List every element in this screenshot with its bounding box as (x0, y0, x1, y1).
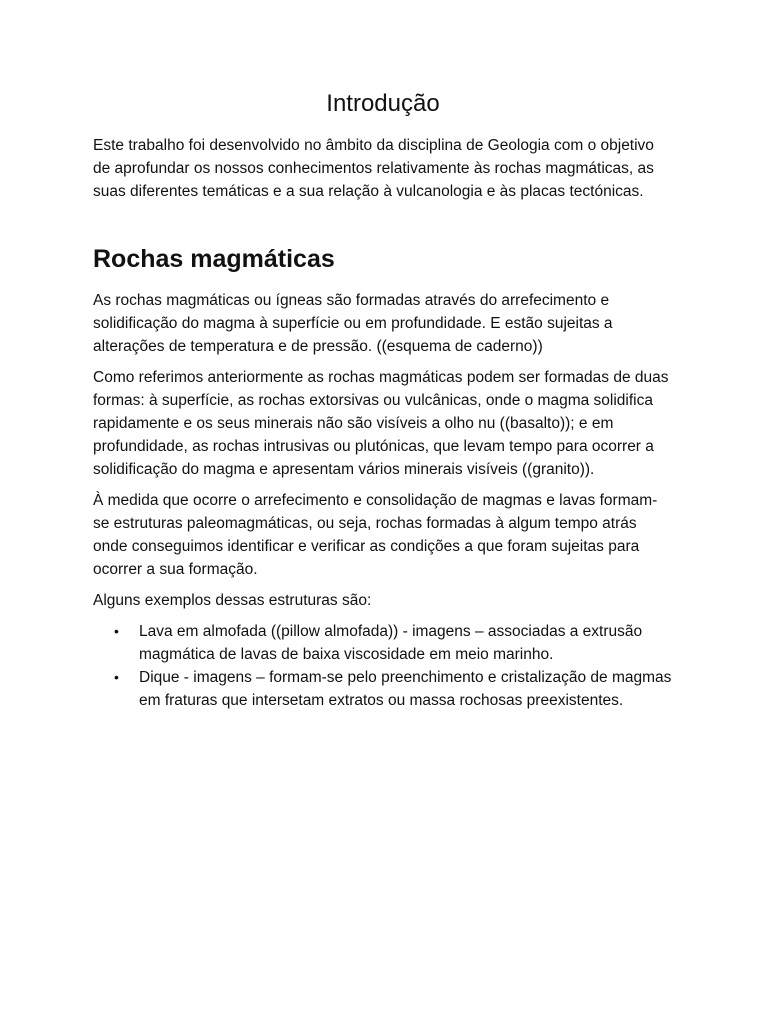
paragraph: À medida que ocorre o arrefecimento e consolidação de magmas e lavas formam-se estruturas paleomagmáticas, ou seja, rochas formadas à algum tempo atrás onde conseguimos identificar e verificar as condições a que foram sujeitas para ocorrer a sua formação. (93, 492, 658, 578)
list-item-text: Lava em almofada ((pillow almofada)) - imagens – associadas a extrusão magmática de lavas de baixa viscosidade em meio marinho. (139, 623, 643, 663)
list-item (93, 620, 673, 666)
paragraph: Alguns exemplos dessas estruturas são: (93, 592, 372, 609)
document-content (93, 88, 673, 712)
intro-paragraph: Este trabalho foi desenvolvido no âmbito da disciplina de Geologia com o objetivo de aprofundar os nossos conhecimentos relativamente às rochas magmáticas, as suas diferentes temáticas e a sua relação à vulcanologia e às placas tectónicas. (93, 137, 654, 200)
paragraph: Como referimos anteriormente as rochas magmáticas podem ser formadas de duas formas: à superfície, as rochas extorsivas ou vulcânicas, onde o magma solidifica rapidamente e os seus minerais não são visíveis a olho nu ((basalto)); e em profundidade, as rochas intrusivas ou plutónicas, que levam tempo para ocorrer a solidificação do magma e apresentam vários minerais visíveis ((granito)). (93, 369, 669, 478)
paragraph: As rochas magmáticas ou ígneas são formadas através do arrefecimento e solidificação do magma à superfície ou em profundidade. E estão sujeitas a alterações de temperatura e de pressão. ((esquema de caderno)) (93, 292, 613, 355)
list-item (93, 666, 673, 712)
section-heading: Rochas magmáticas (93, 245, 335, 273)
bullet-list (93, 620, 673, 712)
list-item-text: Dique - imagens – formam-se pelo preenchimento e cristalização de magmas em fraturas que intersetam extratos ou massa rochosas preexistentes. (139, 669, 672, 709)
page-title: Introdução (326, 90, 440, 117)
bullet-icon: • (114, 669, 119, 685)
bullet-icon: • (114, 623, 119, 639)
